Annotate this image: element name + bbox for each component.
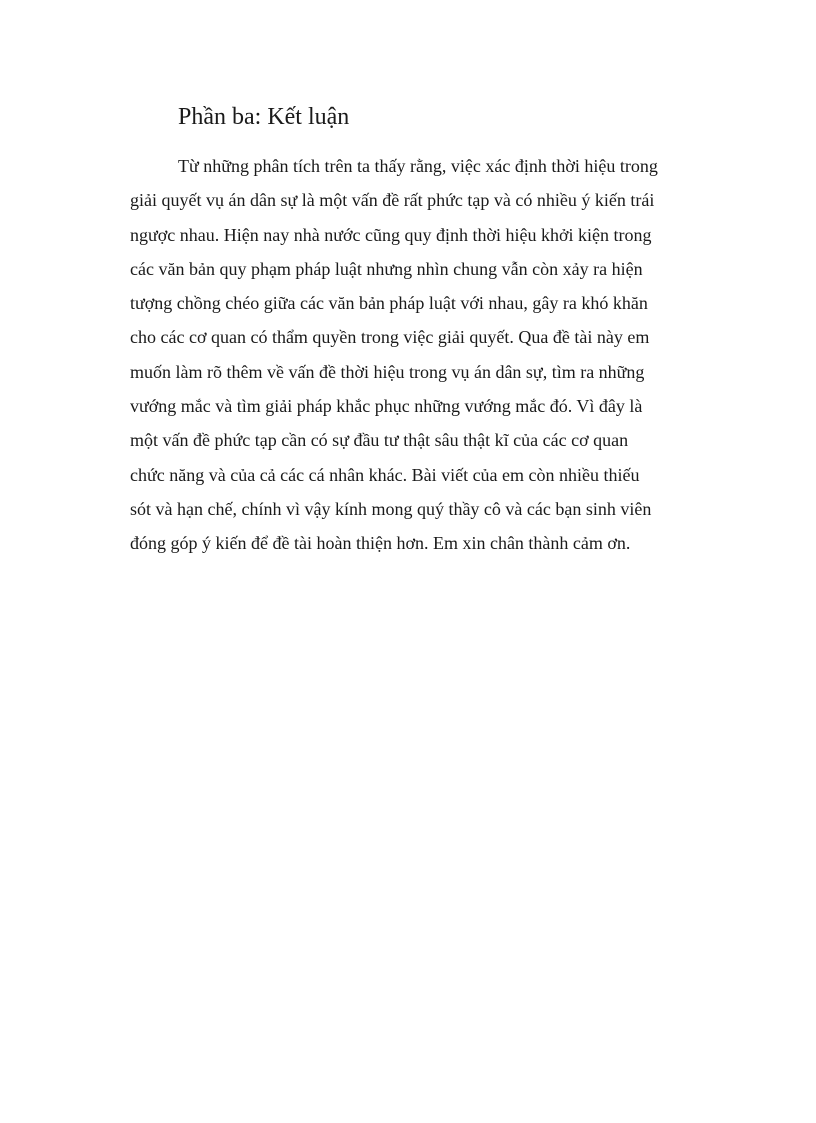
paragraph-line: tượng chồng chéo giữa các văn bản pháp luật với nhau, gây ra khó khăn xyxy=(130,293,648,314)
paragraph-line: sót và hạn chế, chính vì vậy kính mong quý thầy cô và các bạn sinh viên xyxy=(130,498,652,519)
paragraph-line: một vấn đề phức tạp cần có sự đầu tư thật sâu thật kĩ của các cơ quan xyxy=(130,430,629,451)
paragraph-line: Từ những phân tích trên ta thấy rằng, việc xác định thời hiệu trong xyxy=(178,156,658,176)
paragraph-line: muốn làm rõ thêm về vấn đề thời hiệu trong vụ án dân sự, tìm ra những xyxy=(130,361,645,382)
conclusion-paragraph xyxy=(130,149,690,561)
paragraph-line: giải quyết vụ án dân sự là một vấn đề rất phức tạp và có nhiều ý kiến trái xyxy=(130,190,655,211)
paragraph-line: chức năng và của cả các cá nhân khác. Bài viết của em còn nhiều thiếu xyxy=(130,464,640,485)
paragraph-line: đóng góp ý kiến để đề tài hoàn thiện hơn. Em xin chân thành cảm ơn. xyxy=(130,533,631,554)
paragraph-line: vướng mắc và tìm giải pháp khắc phục những vướng mắc đó. Vì đây là xyxy=(130,396,643,417)
paragraph-line: ngược nhau. Hiện nay nhà nước cũng quy định thời hiệu khởi kiện trong xyxy=(130,224,652,245)
paragraph-line: các văn bản quy phạm pháp luật nhưng nhìn chung vẫn còn xảy ra hiện xyxy=(130,258,643,279)
paragraph-line: cho các cơ quan có thẩm quyền trong việc giải quyết. Qua đề tài này em xyxy=(130,327,650,348)
section-heading: Phần ba: Kết luận xyxy=(178,104,350,130)
